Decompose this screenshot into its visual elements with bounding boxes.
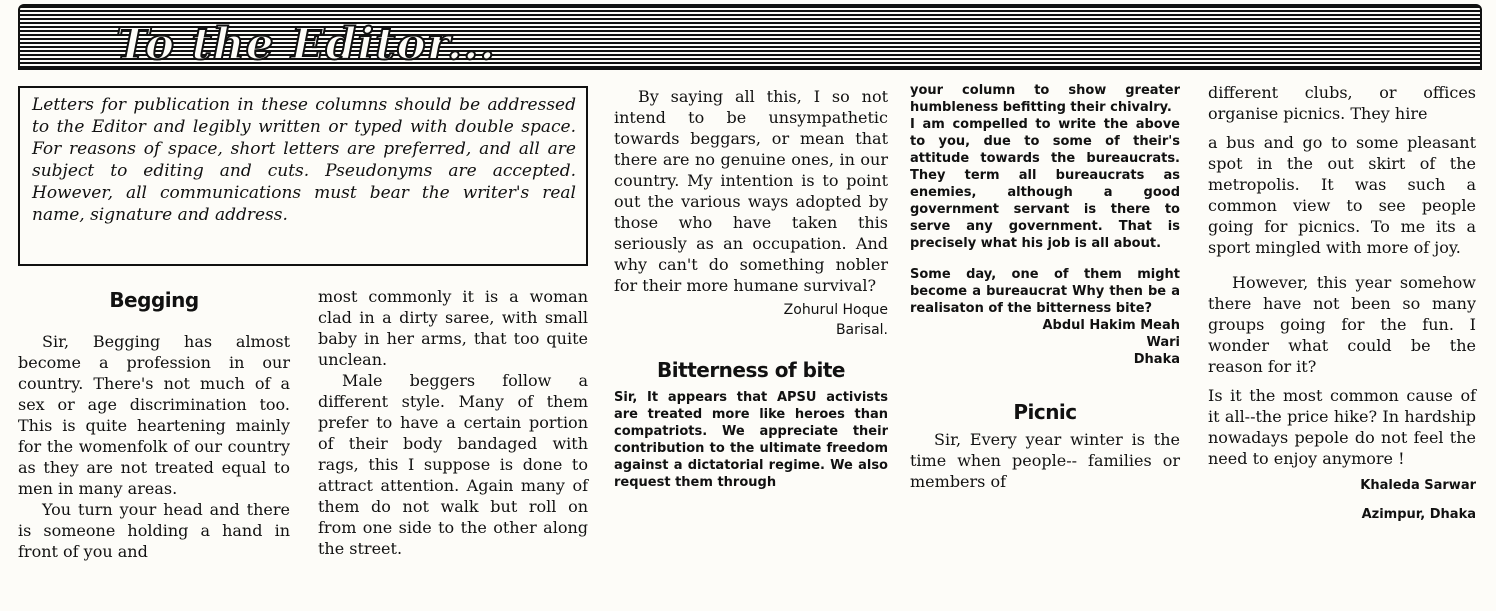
letter-paragraph: Sir, Begging has almost become a profession in our country. There's not much of a sex or age discrimination too. This is quite heartening mainly for the womenfolk of our country as they are not treated equal to men in many areas. <box>18 332 290 498</box>
banner <box>18 4 1482 70</box>
letter-paragraph: your column to show greater humbleness befitting their chivalry. <box>910 83 1180 115</box>
letter-paragraph: Sir, It appears that APSU activists are treated more like heroes than compatriots. We appreciate their contribution to the ultimate freedom against a dictatorial regime. We also request them through <box>614 390 888 490</box>
letter-paragraph: Male beggers follow a different style. Many of them prefer to have a certain portion of their body bandaged with rags, this I suppose is done to attract attention. Again many of them do not walk but roll on from one side to the other along the street. <box>318 371 588 558</box>
letter-paragraph: You turn your head and there is someone holding a hand in front of you and <box>18 500 290 561</box>
banner-title: To the Editor... <box>116 19 496 70</box>
signature-place: Azimpur, Dhaka <box>1361 507 1476 522</box>
signature-name: Khaleda Sarwar <box>1360 478 1476 493</box>
signature-name: Zohurul Hoque <box>783 302 888 318</box>
letter-paragraph: Some day, one of them might become a bureaucrat Why then be a realisaton of the bitterness bite? <box>910 267 1180 316</box>
letter-heading-begging: Begging <box>109 288 199 312</box>
column-1 <box>18 290 290 562</box>
letter-heading-picnic: Picnic <box>1013 400 1077 424</box>
letter-paragraph: I am compelled to write the above to you, due to some of their's attitude towards the bureaucrats. They term all bureaucrats as enemies, although a good government servant is there to serve any government. That is precisely what his job is all about. <box>910 117 1180 251</box>
letter-paragraph: Is it the most common cause of it all--the price hike? In hardship nowadays pepole do not feel the need to enjoy anymore ! <box>1208 386 1476 468</box>
letter-paragraph: However, this year somehow there have not been so many groups going for the fun. I wonder what could be the reason for it? <box>1208 273 1476 376</box>
column-3 <box>614 86 888 491</box>
signature-place: Barisal. <box>835 322 888 338</box>
column-2 <box>318 286 588 559</box>
letter-heading-bitterness: Bitterness of bite <box>657 358 845 382</box>
signature-line: Wari <box>1146 335 1180 350</box>
letter-paragraph: Sir, Every year winter is the time when people-- families or members of <box>910 430 1180 491</box>
column-4 <box>910 82 1180 492</box>
letter-paragraph: a bus and go to some pleasant spot in the out skirt of the metropolis. It was such a common view to see people going for picnics. To me its a sport mingled with more of joy. <box>1208 133 1476 257</box>
letter-paragraph: most commonly it is a woman clad in a dirty saree, with small baby in her arms, that too quite unclean. <box>318 287 588 369</box>
letter-paragraph: different clubs, or offices organise picnics. They hire <box>1208 83 1476 123</box>
letter-paragraph: By saying all this, I so not intend to be unsympathetic towards beggars, or mean that there are no genuine ones, in our country. My intention is to point out the various ways adopted by those who have taken this seriously as an occupation. And why can't do something nobler for their more humane survival? <box>614 87 888 295</box>
column-5 <box>1208 82 1476 523</box>
editorial-notice: Letters for publication in these columns should be addressed to the Editor and legibly written or typed with double space. For reasons of space, short letters are preferred, and all are subject to editing and cuts. Pseudonyms are accepted. However, all communications must bear the writer's real name, signature and address. <box>18 86 588 266</box>
signature-name: Abdul Hakim Meah <box>1042 318 1180 333</box>
signature-line: Dhaka <box>1133 352 1180 367</box>
